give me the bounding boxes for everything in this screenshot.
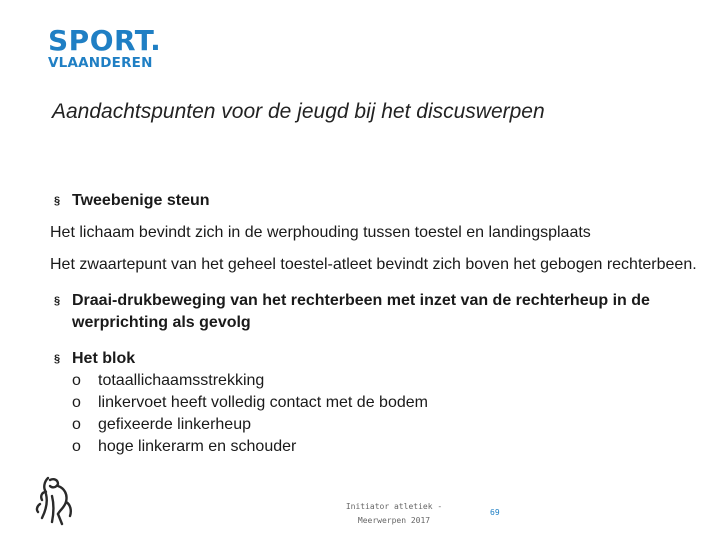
sport-vlaanderen-logo — [48, 26, 161, 71]
sub-item — [50, 392, 710, 414]
sub-marker: o — [72, 438, 81, 455]
footer-course-info — [334, 500, 454, 528]
sub-item-text: totaallichaamsstrekking — [98, 372, 265, 389]
sub-item — [50, 370, 710, 392]
slide-content — [50, 190, 710, 458]
paragraph: Het zwaartepunt van het geheel toestel-atleet bevindt zich boven het gebogen rechterbeen. — [50, 256, 697, 273]
sub-marker: o — [72, 372, 81, 389]
sub-item-text: hoge linkerarm en schouder — [98, 438, 297, 455]
sub-item-text: linkervoet heeft volledig contact met de bodem — [98, 394, 428, 411]
sub-marker: o — [72, 416, 81, 433]
bullet-item — [50, 348, 710, 370]
bullet-marker: § — [54, 195, 61, 207]
slide-title: Aandachtspunten voor de jeugd bij het discuswerpen — [52, 100, 545, 123]
paragraph: Het lichaam bevindt zich in de werphouding tussen toestel en landingsplaats — [50, 224, 591, 241]
sub-marker: o — [72, 394, 81, 411]
bullet-item — [50, 290, 710, 334]
logo-text-sport: SPORT. — [48, 24, 162, 57]
footer-line: Meerwerpen 2017 — [357, 516, 431, 525]
bullet-marker: § — [54, 295, 61, 307]
bullet-text: Tweebenige steun — [72, 192, 210, 209]
flemish-lion-icon — [34, 474, 78, 533]
sub-item — [50, 436, 710, 458]
logo-text-vlaanderen: VLAANDEREN — [48, 55, 153, 71]
bullet-marker: § — [54, 353, 61, 365]
footer-line: Initiator atletiek - — [345, 502, 443, 511]
sub-item — [50, 414, 710, 436]
bullet-item — [50, 190, 710, 212]
bullet-text: Het blok — [72, 350, 136, 367]
bullet-text: Draai-drukbeweging van het rechterbeen met inzet van de rechterheup in de werprichting als gevolg — [72, 292, 650, 331]
sub-item-text: gefixeerde linkerheup — [98, 416, 251, 433]
page-number: 69 — [490, 508, 500, 517]
